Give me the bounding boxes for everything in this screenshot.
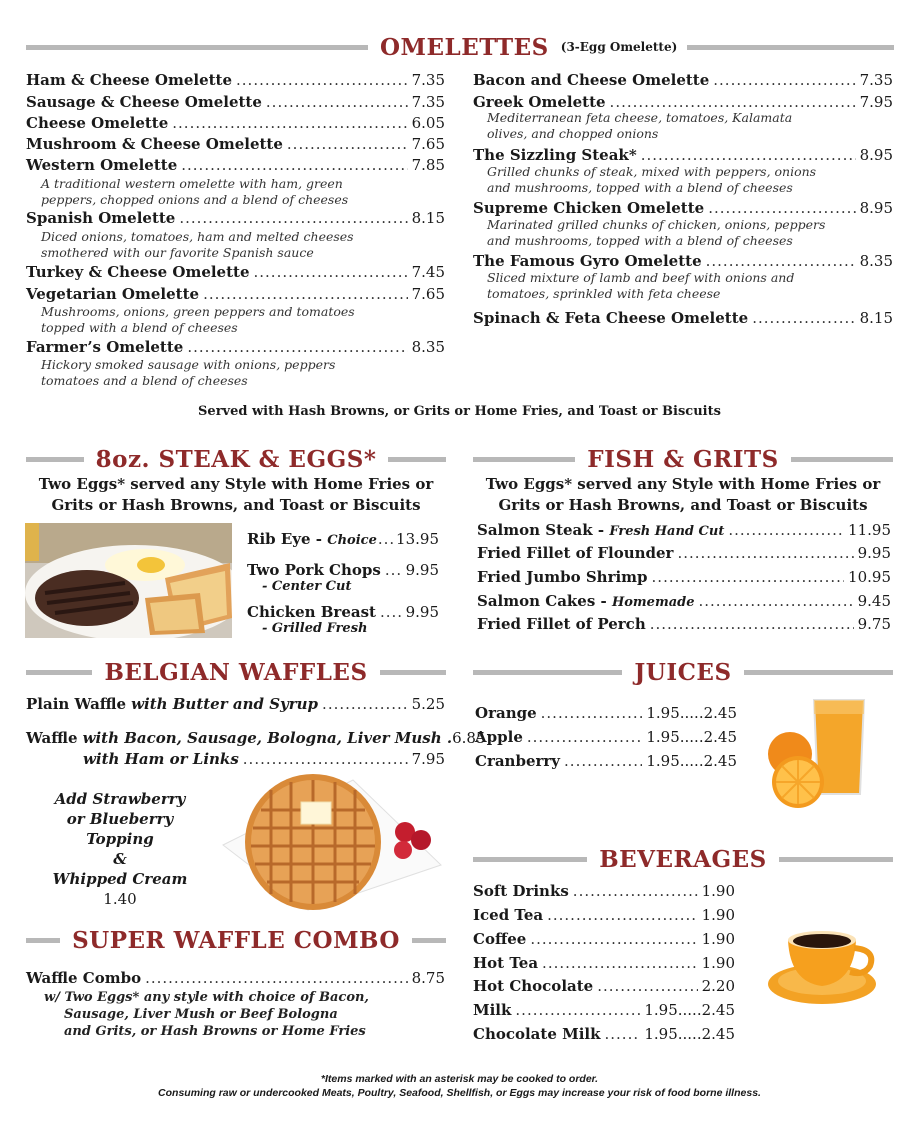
coffee-cup-image bbox=[766, 926, 881, 1016]
steak-heading bbox=[26, 445, 446, 473]
menu-item bbox=[26, 338, 445, 357]
item-name: Mushroom & Cheese Omelette bbox=[26, 135, 283, 153]
item-price: 11.95 bbox=[848, 521, 891, 539]
menu-item bbox=[473, 199, 893, 218]
heading-rule bbox=[791, 457, 893, 462]
item-price: 8.15 bbox=[411, 209, 445, 227]
menu-item bbox=[473, 252, 893, 271]
item-name: Fried Fillet of Flounder bbox=[477, 544, 674, 562]
footer-line: Consuming raw or undercooked Meats, Poultry, Seafood, Shellfish, or Eggs may increase your risk of food borne illness. bbox=[158, 1087, 761, 1099]
item-name: Cranberry bbox=[475, 752, 561, 770]
waffles-title: BELGIAN WAFFLES bbox=[104, 658, 368, 686]
combo-heading bbox=[26, 926, 446, 954]
beverage-item bbox=[473, 1025, 735, 1044]
heading-rule bbox=[687, 45, 894, 50]
item-price: 13.95 bbox=[396, 530, 439, 548]
item-name: Salmon Steak bbox=[477, 521, 593, 539]
heading-rule bbox=[412, 938, 446, 943]
item-price: 9.45 bbox=[857, 592, 891, 610]
item-price: 7.35 bbox=[411, 93, 445, 111]
item-name: Fried Fillet of Perch bbox=[477, 615, 646, 633]
item-description: Hickory smoked sausage with onions, peppers tomatoes and a blend of cheeses bbox=[41, 357, 336, 388]
item-name: Hot Chocolate bbox=[473, 977, 594, 995]
combo-item bbox=[26, 969, 445, 988]
item-price: 6.05 bbox=[411, 114, 445, 132]
heading-rule bbox=[380, 670, 446, 675]
menu-item bbox=[26, 156, 445, 175]
menu-item bbox=[473, 146, 893, 165]
item-name: Soft Drinks bbox=[473, 882, 569, 900]
fish-subtitle bbox=[473, 474, 893, 516]
topping-line: Whipped Cream bbox=[52, 870, 188, 888]
item-name: Rib Eye bbox=[247, 530, 311, 548]
menu-item bbox=[26, 93, 445, 112]
menu-item bbox=[26, 209, 445, 228]
item-name: Orange bbox=[475, 704, 537, 722]
item-price: 1.95.....2.45 bbox=[644, 1001, 735, 1019]
item-name: Western Omelette bbox=[26, 156, 178, 174]
waffle-illustration bbox=[213, 770, 443, 915]
item-price: 1.90 bbox=[701, 954, 735, 972]
item-note: with Bacon, Sausage, Bologna, Liver Mush . bbox=[82, 729, 453, 747]
steak-plate-illustration bbox=[25, 523, 232, 638]
steak-item bbox=[247, 561, 439, 580]
item-name: Farmer’s Omelette bbox=[26, 338, 184, 356]
menu-item bbox=[26, 114, 445, 133]
item-name: Coffee bbox=[473, 930, 527, 948]
steak-item: Rib Eye - Choice ..... 13.95 bbox=[247, 530, 439, 550]
coffee-cup-illustration bbox=[766, 926, 881, 1016]
item-name: Waffle Combo bbox=[26, 969, 142, 987]
topping-note bbox=[40, 789, 200, 909]
topping-price: 1.40 bbox=[103, 890, 137, 908]
item-description: A traditional western omelette with ham, green peppers, chopped onions and a blend of cheeses bbox=[41, 176, 349, 207]
item-price: 1.95.....2.45 bbox=[646, 752, 737, 770]
item-name: Spanish Omelette bbox=[26, 209, 176, 227]
juice-item bbox=[475, 752, 737, 771]
juice-item bbox=[475, 728, 737, 747]
item-note: Fresh Hand Cut bbox=[609, 524, 725, 539]
item-name: Fried Jumbo Shrimp bbox=[477, 568, 648, 586]
item-name: Hot Tea bbox=[473, 954, 539, 972]
heading-rule bbox=[26, 938, 60, 943]
combo-desc-line: w/ Two Eggs* any style with choice of Bacon, bbox=[44, 990, 369, 1005]
fish-subtitle-line: Grits or Hash Browns, and Toast or Biscuits bbox=[498, 496, 868, 514]
item-name: Vegetarian Omelette bbox=[26, 285, 200, 303]
orange-juice-illustration bbox=[766, 694, 870, 812]
item-price: 8.95 bbox=[859, 146, 893, 164]
item-price: 8.15 bbox=[859, 309, 893, 327]
menu-item bbox=[26, 71, 445, 90]
heading-rule bbox=[473, 857, 587, 862]
combo-desc-line: Sausage, Liver Mush or Beef Bologna bbox=[64, 1007, 338, 1022]
waffles-heading bbox=[26, 658, 446, 686]
item-name: Bacon and Cheese Omelette bbox=[473, 71, 710, 89]
item-price: 9.75 bbox=[857, 615, 891, 633]
heading-rule bbox=[26, 457, 84, 462]
item-price: 8.35 bbox=[859, 252, 893, 270]
item-name: Turkey & Cheese Omelette bbox=[26, 263, 250, 281]
omelettes-title: OMELETTES bbox=[380, 33, 549, 61]
item-note: Homemade bbox=[611, 595, 695, 610]
item-price: 1.95.....2.45 bbox=[644, 1025, 735, 1043]
beverages-heading bbox=[473, 845, 893, 873]
topping-line: & bbox=[113, 850, 127, 868]
fish-item bbox=[477, 568, 891, 587]
item-price: 6.85 bbox=[452, 729, 486, 747]
item-price: 7.65 bbox=[411, 285, 445, 303]
item-description: Sliced mixture of lamb and beef with onions and tomatoes, sprinkled with feta cheese bbox=[487, 270, 795, 301]
item-price: 10.95 bbox=[848, 568, 891, 586]
juice-item bbox=[475, 704, 737, 723]
item-price: 9.95 bbox=[857, 544, 891, 562]
item-price: 1.95.....2.45 bbox=[646, 728, 737, 746]
waffle-item bbox=[26, 729, 486, 748]
waffle-plate-image bbox=[213, 770, 443, 915]
item-name: Chocolate Milk bbox=[473, 1025, 601, 1043]
item-name: Plain Waffle bbox=[26, 695, 127, 713]
waffle-item bbox=[26, 695, 445, 714]
footer-disclaimer bbox=[0, 1072, 919, 1100]
item-price: 7.95 bbox=[859, 93, 893, 111]
combo-description bbox=[44, 989, 424, 1040]
item-price: 9.95 bbox=[405, 561, 439, 579]
steak-title: 8oz. STEAK & EGGS* bbox=[95, 445, 377, 473]
item-name: The Sizzling Steak* bbox=[473, 146, 637, 164]
fish-subtitle-line: Two Eggs* served any Style with Home Fries or bbox=[485, 475, 881, 493]
item-price: 7.35 bbox=[859, 71, 893, 89]
item-description: Mediterranean feta cheese, tomatoes, Kalamata olives, and chopped onions bbox=[487, 110, 793, 141]
menu-item bbox=[473, 309, 893, 328]
item-name: Two Pork Chops bbox=[247, 561, 381, 579]
topping-line: or Blueberry Topping bbox=[66, 810, 174, 848]
item-name: Iced Tea bbox=[473, 906, 544, 924]
item-name: The Famous Gyro Omelette bbox=[473, 252, 702, 270]
beverage-item bbox=[473, 954, 735, 973]
fish-heading bbox=[473, 445, 893, 473]
juices-heading bbox=[473, 658, 893, 686]
fish-item bbox=[477, 544, 891, 563]
item-note: with Ham or Links bbox=[83, 750, 239, 768]
item-price: 8.95 bbox=[859, 199, 893, 217]
item-name: Cheese Omelette bbox=[26, 114, 169, 132]
menu-item bbox=[26, 263, 445, 282]
item-name: Chicken Breast bbox=[247, 603, 376, 621]
juices-title: JUICES bbox=[634, 658, 732, 686]
heading-rule bbox=[473, 670, 622, 675]
item-price: 1.90 bbox=[701, 882, 735, 900]
topping-line: Add Strawberry bbox=[54, 790, 186, 808]
item-description: Diced onions, tomatoes, ham and melted cheeses smothered with our favorite Spanish sauce bbox=[41, 229, 354, 260]
beverage-item bbox=[473, 1001, 735, 1020]
fish-item: Salmon Cakes - Homemade ..... 9.45 bbox=[477, 592, 891, 612]
item-price: 7.45 bbox=[411, 263, 445, 281]
item-price: 7.35 bbox=[411, 71, 445, 89]
item-name: Salmon Cakes bbox=[477, 592, 596, 610]
steak-subtitle bbox=[26, 474, 446, 516]
beverages-title: BEVERAGES bbox=[599, 845, 767, 873]
item-price: 8.75 bbox=[411, 969, 445, 987]
waffle-item bbox=[83, 750, 445, 769]
steak-plate-image bbox=[25, 523, 232, 638]
heading-rule bbox=[26, 670, 92, 675]
menu-item bbox=[26, 135, 445, 154]
item-subnote: - Center Cut bbox=[262, 579, 352, 594]
item-name: Spinach & Feta Cheese Omelette bbox=[473, 309, 749, 327]
item-name: Supreme Chicken Omelette bbox=[473, 199, 705, 217]
item-price: 2.20 bbox=[701, 977, 735, 995]
fish-title: FISH & GRITS bbox=[587, 445, 779, 473]
beverage-item bbox=[473, 882, 735, 901]
steak-item bbox=[247, 603, 439, 622]
item-note: Choice bbox=[327, 533, 377, 548]
combo-title: SUPER WAFFLE COMBO bbox=[72, 926, 400, 954]
item-price: 8.35 bbox=[411, 338, 445, 356]
footer-line: *Items marked with an asterisk may be cooked to order. bbox=[320, 1073, 599, 1085]
fish-item bbox=[477, 615, 891, 634]
served-with-note: Served with Hash Browns, or Grits or Home Fries, and Toast or Biscuits bbox=[198, 404, 721, 419]
steak-subtitle-line: Grits or Hash Browns, and Toast or Biscuits bbox=[51, 496, 421, 514]
heading-rule bbox=[779, 857, 893, 862]
item-name: Waffle bbox=[26, 729, 78, 747]
heading-rule bbox=[26, 45, 368, 50]
beverage-item bbox=[473, 930, 735, 949]
item-price: 1.95.....2.45 bbox=[646, 704, 737, 722]
item-price: 7.65 bbox=[411, 135, 445, 153]
item-description: Grilled chunks of steak, mixed with peppers, onions and mushrooms, topped with a blend of cheeses bbox=[487, 164, 817, 195]
item-name: Ham & Cheese Omelette bbox=[26, 71, 233, 89]
menu-item bbox=[473, 71, 893, 90]
omelettes-subtitle: (3-Egg Omelette) bbox=[560, 40, 678, 54]
item-note: with Butter and Syrup bbox=[131, 695, 319, 713]
beverage-item bbox=[473, 906, 735, 925]
orange-juice-image bbox=[766, 694, 870, 812]
item-description: Mushrooms, onions, green peppers and tomatoes topped with a blend of cheeses bbox=[41, 304, 355, 335]
item-price: 1.90 bbox=[701, 906, 735, 924]
steak-subtitle-line: Two Eggs* served any Style with Home Fries or bbox=[38, 475, 434, 493]
item-price: 9.95 bbox=[405, 603, 439, 621]
item-price: 7.85 bbox=[411, 156, 445, 174]
item-name: Apple bbox=[475, 728, 523, 746]
item-description: Marinated grilled chunks of chicken, onions, peppers and mushrooms, topped with a blend of cheeses bbox=[487, 217, 826, 248]
item-price: 5.25 bbox=[411, 695, 445, 713]
item-name: Greek Omelette bbox=[473, 93, 606, 111]
item-subnote: - Grilled Fresh bbox=[262, 621, 368, 636]
item-price: 1.90 bbox=[701, 930, 735, 948]
heading-rule bbox=[473, 457, 575, 462]
fish-item: Salmon Steak - Fresh Hand Cut ..... 11.95 bbox=[477, 521, 891, 541]
heading-rule bbox=[388, 457, 446, 462]
heading-rule bbox=[744, 670, 893, 675]
item-price: 7.95 bbox=[411, 750, 445, 768]
omelettes-heading bbox=[26, 34, 894, 60]
item-name: Sausage & Cheese Omelette bbox=[26, 93, 262, 111]
menu-item bbox=[26, 285, 445, 304]
combo-desc-line: and Grits, or Hash Browns or Home Fries bbox=[64, 1024, 366, 1039]
item-name: Milk bbox=[473, 1001, 512, 1019]
beverage-item bbox=[473, 977, 735, 996]
